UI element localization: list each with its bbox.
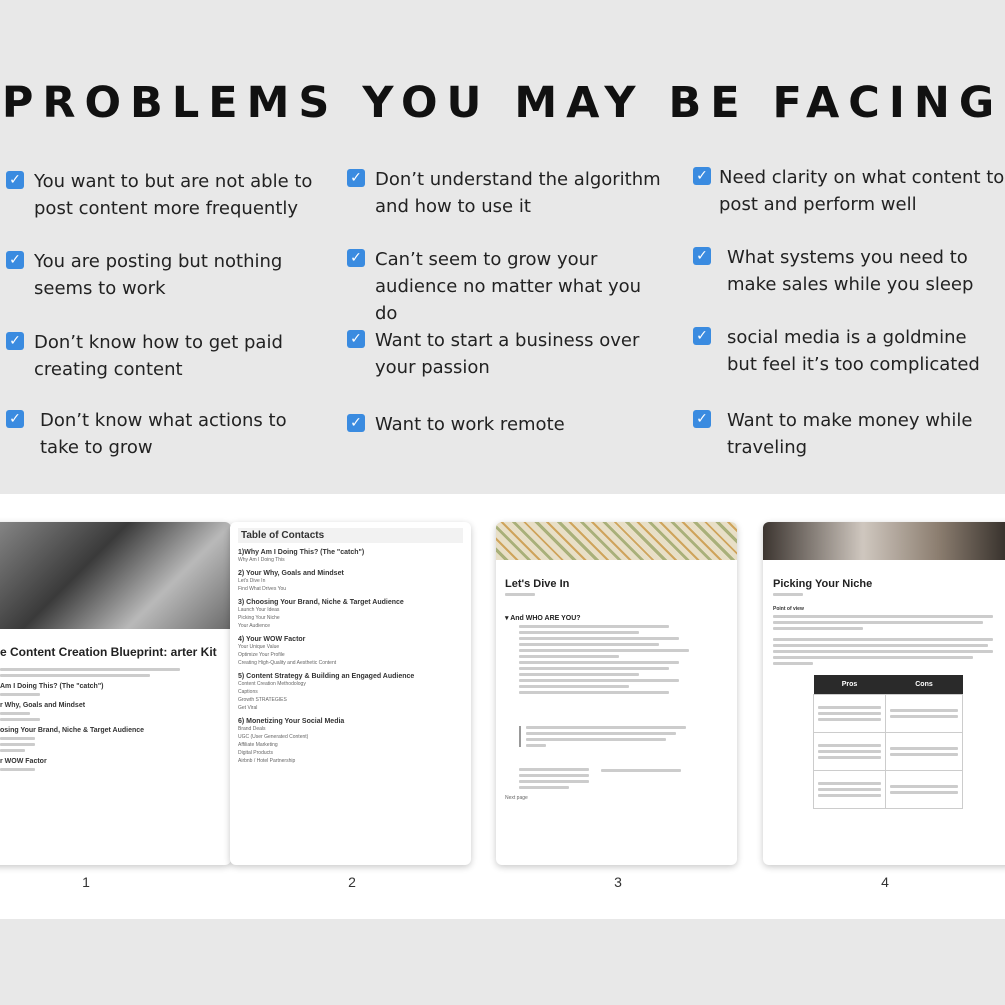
preview-card-1 bbox=[0, 522, 231, 865]
problem-item bbox=[347, 166, 667, 220]
toc-item: Get Viral bbox=[238, 705, 258, 711]
toc-heading: 6) Monetizing Your Social Media bbox=[238, 718, 345, 725]
problem-text: Don’t understand the algorithm and how to use it bbox=[375, 169, 661, 217]
toc-item: Growth STRATEGIES bbox=[238, 697, 287, 703]
problem-item bbox=[347, 246, 647, 327]
card-title: Table of Contacts bbox=[238, 528, 463, 543]
page-title: PROBLEMS YOU MAY BE FACING bbox=[1, 78, 1004, 128]
problem-text: You are posting but nothing seems to work bbox=[34, 251, 283, 299]
toc-item: Brand Deals bbox=[238, 726, 266, 732]
toc-heading: 1)Why Am I Doing This? (The "catch") bbox=[238, 549, 365, 556]
checkbox-checked-icon: ✓ bbox=[6, 332, 24, 350]
problem-item bbox=[347, 411, 647, 438]
card-title: e Content Creation Blueprint: arter Kit bbox=[0, 645, 217, 659]
problem-text: Don’t know what actions to take to grow bbox=[40, 410, 287, 458]
toc-item: Creating High-Quality and Aesthetic Content bbox=[238, 660, 337, 666]
toc-heading: 2) Your Why, Goals and Mindset bbox=[238, 570, 344, 577]
problem-item bbox=[6, 407, 306, 461]
toc-heading: 3) Choosing Your Brand, Niche & Target Audience bbox=[238, 599, 404, 606]
checkbox-checked-icon: ✓ bbox=[693, 410, 711, 428]
problem-item bbox=[693, 164, 1005, 218]
problem-text: Want to start a business over your passion bbox=[375, 330, 640, 378]
problem-item bbox=[6, 248, 306, 302]
problem-item bbox=[6, 168, 326, 222]
checkbox-checked-icon: ✓ bbox=[347, 249, 365, 267]
checkbox-checked-icon: ✓ bbox=[347, 169, 365, 187]
toc-item: Affiliate Marketing bbox=[238, 742, 278, 748]
toc-item: Find What Drives You bbox=[238, 586, 287, 592]
card-subtitle: ▾ And WHO ARE YOU? bbox=[505, 615, 581, 622]
card-section: r WOW Factor bbox=[0, 758, 47, 765]
cover-photo bbox=[763, 522, 1005, 560]
checkbox-checked-icon: ✓ bbox=[347, 330, 365, 348]
toc-item: Why Am I Doing This bbox=[238, 557, 285, 563]
page-number: 1 bbox=[82, 874, 90, 890]
cons-header: Cons bbox=[885, 675, 962, 695]
card-title: Picking Your Niche bbox=[773, 578, 873, 590]
checkbox-checked-icon: ✓ bbox=[6, 251, 24, 269]
problem-text: social media is a goldmine but feel it’s too complicated bbox=[727, 327, 980, 375]
toc-item: Content Creation Methodology bbox=[238, 681, 306, 687]
problem-text: Need clarity on what content to post and perform well bbox=[719, 167, 1005, 215]
card-title: Let's Dive In bbox=[505, 578, 570, 590]
toc-item: Picking Your Niche bbox=[238, 615, 280, 621]
toc-item: Your Unique Value bbox=[238, 644, 280, 650]
checkbox-checked-icon: ✓ bbox=[6, 410, 24, 428]
problem-item bbox=[693, 324, 993, 378]
toc-item: Digital Products bbox=[238, 750, 274, 756]
checkbox-checked-icon: ✓ bbox=[693, 247, 711, 265]
pros-header: Pros bbox=[814, 675, 886, 695]
problem-item bbox=[693, 407, 993, 461]
problem-text: What systems you need to make sales while you sleep bbox=[727, 247, 974, 295]
toc-item: Launch Your Ideas bbox=[238, 607, 280, 613]
toc-item: Let's Dive In bbox=[238, 578, 266, 584]
problem-item bbox=[6, 329, 306, 383]
toc-item: Optimize Your Profile bbox=[238, 652, 285, 658]
checkbox-checked-icon: ✓ bbox=[347, 414, 365, 432]
card-section: Am I Doing This? (The "catch") bbox=[0, 683, 104, 690]
card-subtitle: Point of view bbox=[773, 606, 804, 612]
preview-card-2 bbox=[230, 522, 471, 865]
page-number: 3 bbox=[614, 874, 622, 890]
toc-item: Your Audience bbox=[238, 623, 271, 629]
toc-item: Captions bbox=[238, 689, 258, 695]
problem-item bbox=[693, 244, 993, 298]
next-page-label: Next page bbox=[505, 795, 528, 801]
problem-text: Can’t seem to grow your audience no matter what you do bbox=[375, 249, 642, 324]
page-number: 4 bbox=[881, 874, 889, 890]
pros-cons-table bbox=[813, 675, 963, 809]
preview-card-4 bbox=[763, 522, 1005, 865]
problem-text: Want to work remote bbox=[375, 414, 565, 435]
preview-card-3 bbox=[496, 522, 737, 865]
toc-heading: 4) Your WOW Factor bbox=[238, 636, 306, 643]
toc-item: Airbnb / Hotel Partnership bbox=[238, 758, 296, 764]
card-section: osing Your Brand, Niche & Target Audience bbox=[0, 727, 145, 734]
problem-text: You want to but are not able to post content more frequently bbox=[34, 171, 313, 219]
page-number: 2 bbox=[348, 874, 356, 890]
card-section: r Why, Goals and Mindset bbox=[0, 702, 86, 709]
checkbox-checked-icon: ✓ bbox=[693, 167, 711, 185]
problem-text: Don’t know how to get paid creating content bbox=[34, 332, 283, 380]
problem-item bbox=[347, 327, 647, 381]
cover-pattern bbox=[496, 522, 737, 560]
problem-text: Want to make money while traveling bbox=[727, 410, 973, 458]
checkbox-checked-icon: ✓ bbox=[6, 171, 24, 189]
toc-heading: 5) Content Strategy & Building an Engaged Audience bbox=[238, 673, 415, 680]
toc-item: UGC (User Generated Content) bbox=[238, 734, 309, 740]
cover-photo bbox=[0, 522, 231, 629]
checkbox-checked-icon: ✓ bbox=[693, 327, 711, 345]
